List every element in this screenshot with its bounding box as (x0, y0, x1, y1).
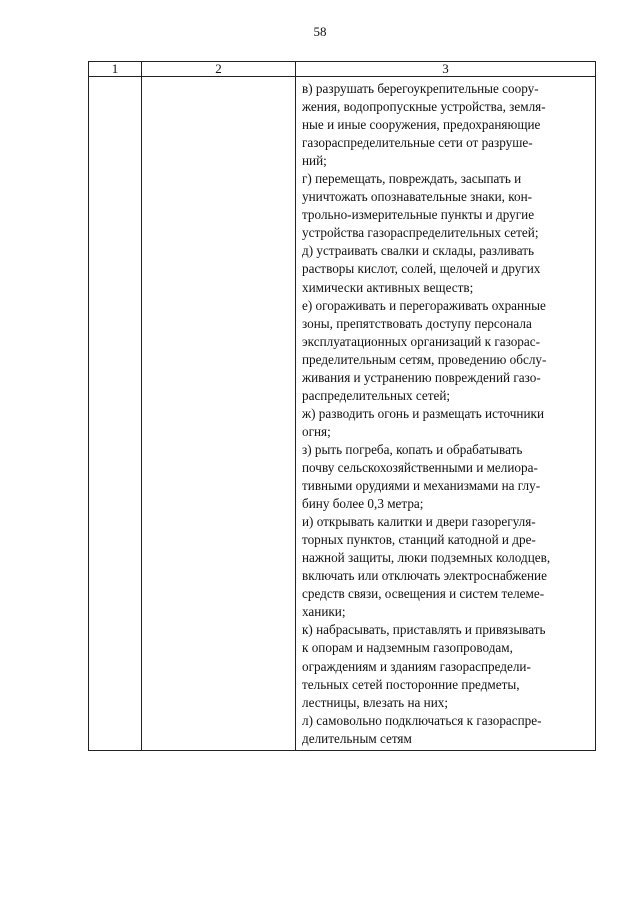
text-line: л) самовольно подключаться к газораспре- (302, 712, 542, 728)
table-row (89, 77, 596, 751)
column-1-cell (89, 77, 142, 751)
text-line: ханики; (302, 604, 346, 620)
text-line: газораспределительные сети от разруше- (302, 135, 533, 151)
text-line: устройства газораспределительных сетей; (302, 225, 539, 241)
text-line: к) набрасывать, приставлять и привязывать (302, 622, 546, 638)
header-cell-2: 2 (142, 62, 296, 77)
text-line: пределительным сетям, проведению обслу- (302, 351, 547, 367)
page-number: 58 (313, 24, 327, 39)
text-line: торных пунктов, станций катодной и дре- (302, 532, 536, 548)
text-line: тивными орудиями и механизмами на глу- (302, 478, 541, 494)
text-line: и) открывать калитки и двери газорегуля- (302, 514, 536, 530)
text-line: растворы кислот, солей, щелочей и других (302, 261, 541, 277)
text-line: ж) разводить огонь и размещать источники (302, 405, 545, 421)
text-line: включать или отключать электроснабжение (302, 568, 547, 584)
header-cell-3: 3 (296, 62, 596, 77)
document-table (88, 61, 596, 751)
text-line: г) перемещать, повреждать, засыпать и (302, 171, 522, 187)
text-line: жения, водопропускные устройства, земля- (302, 99, 546, 115)
text-line: ний; (302, 153, 327, 169)
text-line: химически активных веществ; (302, 279, 474, 295)
text-line: д) устраивать свалки и склады, разливать (302, 243, 534, 259)
text-line: ограждениям и зданиям газораспредели- (302, 658, 531, 674)
text-line: уничтожать опознавательные знаки, кон- (302, 189, 533, 205)
text-line: почву сельскохозяйственными и мелиора- (302, 459, 538, 475)
text-line: зоны, препятствовать доступу персонала (302, 315, 532, 331)
text-line: ные и иные сооружения, предохраняющие (302, 117, 541, 133)
text-line: трольно-измерительные пункты и другие (302, 207, 535, 223)
text-line: эксплуатационных организаций к газорас- (302, 333, 540, 349)
text-line: з) рыть погреба, копать и обрабатывать (302, 441, 523, 457)
text-line: огня; (302, 423, 331, 439)
text-line: тельных сетей посторонние предметы, (302, 676, 520, 692)
text-line: распределительных сетей; (302, 387, 451, 403)
text-line: в) разрушать берегоукрепительные соору- (302, 81, 539, 96)
text-line: делительным сетям (302, 730, 412, 746)
header-cell-1: 1 (89, 62, 142, 77)
text-line: средств связи, освещения и систем телеме- (302, 586, 545, 602)
text-line: нажной защиты, люки подземных колодцев, (302, 550, 551, 566)
text-line: бину более 0,3 метра; (302, 496, 424, 512)
text-line: живания и устранению повреждений газо- (302, 369, 541, 385)
column-3-cell (296, 77, 596, 751)
text-line: к опорам и надземным газопроводам, (302, 640, 513, 656)
column-2-cell (142, 77, 296, 751)
text-line: е) огораживать и перегораживать охранные (302, 297, 546, 313)
table-header-row (89, 62, 596, 77)
text-line: лестницы, влезать на них; (302, 694, 449, 710)
